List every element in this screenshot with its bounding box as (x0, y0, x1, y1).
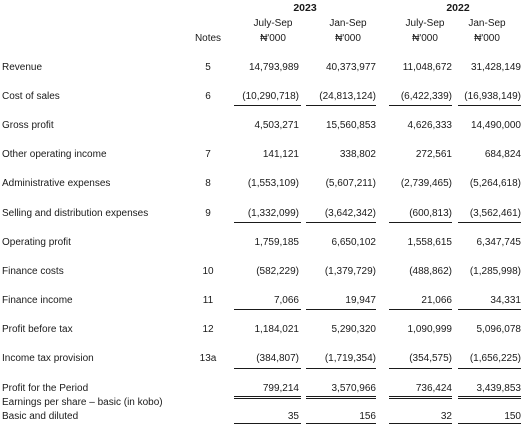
row-label: Cost of sales (2, 91, 60, 102)
row-value: (600,813) (409, 208, 452, 219)
row-value: 3,439,853 (476, 383, 521, 394)
row-value: 6,650,102 (331, 237, 376, 248)
col-header-2022-jul-sep (392, 16, 458, 46)
subtotal-underline (234, 222, 301, 223)
eps-value: 32 (440, 411, 452, 422)
eps-basic-diluted-label: Basic and diluted (2, 411, 79, 422)
row-value: (1,656,225) (469, 353, 521, 364)
row-note: 13a (199, 353, 217, 364)
subtotal-underline (234, 368, 301, 369)
row-value: 21,066 (421, 295, 452, 306)
col-header-2023-jan-sep (315, 16, 381, 46)
row-label: Finance costs (2, 266, 64, 277)
row-label: Profit before tax (2, 324, 73, 335)
total-double-underline (389, 396, 452, 397)
notes-column-header: Notes (194, 33, 222, 44)
total-double-underline (458, 396, 521, 397)
row-value: (488,862) (409, 266, 452, 277)
total-double-underline (306, 396, 376, 397)
eps-label: Earnings per share – basic (in kobo) (2, 397, 163, 408)
total-double-underline (234, 396, 301, 397)
row-value: (24,813,124) (319, 91, 376, 102)
eps-value: 35 (287, 411, 299, 422)
col-header-unit: ₦'000 (412, 33, 438, 44)
row-value: 272,561 (415, 149, 452, 160)
col-header-2022-jan-sep (454, 16, 520, 46)
row-value: 338,802 (339, 149, 376, 160)
subtotal-underline (389, 222, 452, 223)
row-value: (3,562,461) (469, 208, 521, 219)
row-label: Revenue (2, 62, 43, 73)
row-value: 736,424 (415, 383, 452, 394)
row-value: 799,214 (262, 383, 299, 394)
row-value: 40,373,977 (325, 62, 376, 73)
row-value: 5,096,078 (476, 324, 521, 335)
row-value: 1,558,615 (407, 237, 452, 248)
subtotal-underline (389, 309, 452, 310)
year-2023-heading: 2023 (293, 2, 317, 14)
subtotal-underline (389, 105, 452, 106)
row-value: (1,332,099) (247, 208, 299, 219)
col-header-period: July-Sep (253, 18, 293, 29)
row-label: Operating profit (2, 237, 71, 248)
row-value: 4,626,333 (407, 120, 452, 131)
row-label: Finance income (2, 295, 73, 306)
row-note: 9 (205, 208, 211, 219)
row-value: 19,947 (345, 295, 376, 306)
row-value: 6,347,745 (476, 237, 521, 248)
row-value: 14,793,989 (248, 62, 299, 73)
eps-value: 150 (504, 411, 521, 422)
total-double-underline (306, 398, 376, 399)
row-value: (384,807) (256, 353, 299, 364)
row-value: 5,290,320 (331, 324, 376, 335)
row-label: Profit for the Period (2, 383, 89, 394)
row-value: (3,642,342) (324, 208, 376, 219)
row-value: 3,570,966 (331, 383, 376, 394)
row-value: 141,121 (262, 149, 299, 160)
row-value: (582,229) (256, 266, 299, 277)
row-note: 12 (202, 324, 214, 335)
total-double-underline (234, 398, 301, 399)
col-header-period: Jan-Sep (329, 18, 367, 29)
row-value: 34,331 (490, 295, 521, 306)
total-double-underline (389, 398, 452, 399)
row-value: (5,607,211) (325, 178, 376, 189)
row-value: (1,285,998) (469, 266, 521, 277)
row-note: 10 (202, 266, 214, 277)
row-value: (5,264,618) (469, 178, 521, 189)
row-value: (16,938,149) (464, 91, 521, 102)
row-value: 4,503,271 (254, 120, 299, 131)
row-value: 31,428,149 (470, 62, 521, 73)
col-header-period: July-Sep (405, 18, 445, 29)
row-value: 7,066 (273, 295, 299, 306)
row-note: 7 (205, 149, 211, 160)
row-value: 1,184,021 (254, 324, 299, 335)
year-2022-heading: 2022 (446, 2, 470, 14)
row-note: 6 (205, 91, 211, 102)
row-note: 8 (205, 178, 211, 189)
subtotal-underline (306, 222, 376, 223)
row-value: (2,739,465) (400, 178, 452, 189)
subtotal-underline (458, 368, 521, 369)
row-value: (1,719,354) (324, 353, 376, 364)
row-value: (6,422,339) (400, 91, 452, 102)
col-header-period: Jan-Sep (468, 18, 506, 29)
col-header-unit: ₦'000 (335, 33, 361, 44)
subtotal-underline (458, 105, 521, 106)
col-header-unit: ₦'000 (474, 33, 500, 44)
col-header-unit: ₦'000 (260, 33, 286, 44)
row-label: Income tax provision (2, 353, 94, 364)
row-note: 11 (202, 295, 214, 306)
subtotal-underline (234, 309, 301, 310)
col-header-2023-jul-sep (240, 16, 306, 46)
row-value: (354,575) (409, 353, 452, 364)
subtotal-underline (306, 105, 376, 106)
row-value: 1,090,999 (407, 324, 452, 335)
row-note: 5 (205, 62, 211, 73)
row-label: Administrative expenses (2, 178, 111, 189)
row-value: 15,560,853 (325, 120, 376, 131)
row-value: (1,379,729) (324, 266, 376, 277)
row-value: (10,290,718) (242, 91, 299, 102)
subtotal-underline (306, 368, 376, 369)
total-double-underline (458, 398, 521, 399)
eps-value: 156 (359, 411, 376, 422)
row-label: Gross profit (2, 120, 54, 131)
row-value: (1,553,109) (247, 178, 299, 189)
row-label: Other operating income (2, 149, 107, 160)
row-value: 14,490,000 (470, 120, 521, 131)
subtotal-underline (458, 222, 521, 223)
row-label: Selling and distribution expenses (2, 208, 149, 219)
row-value: 11,048,672 (402, 62, 452, 73)
subtotal-underline (234, 105, 301, 106)
row-value: 1,759,185 (254, 237, 299, 248)
subtotal-underline (389, 368, 452, 369)
row-value: 684,824 (484, 149, 521, 160)
subtotal-underline (458, 309, 521, 310)
subtotal-underline (306, 309, 376, 310)
